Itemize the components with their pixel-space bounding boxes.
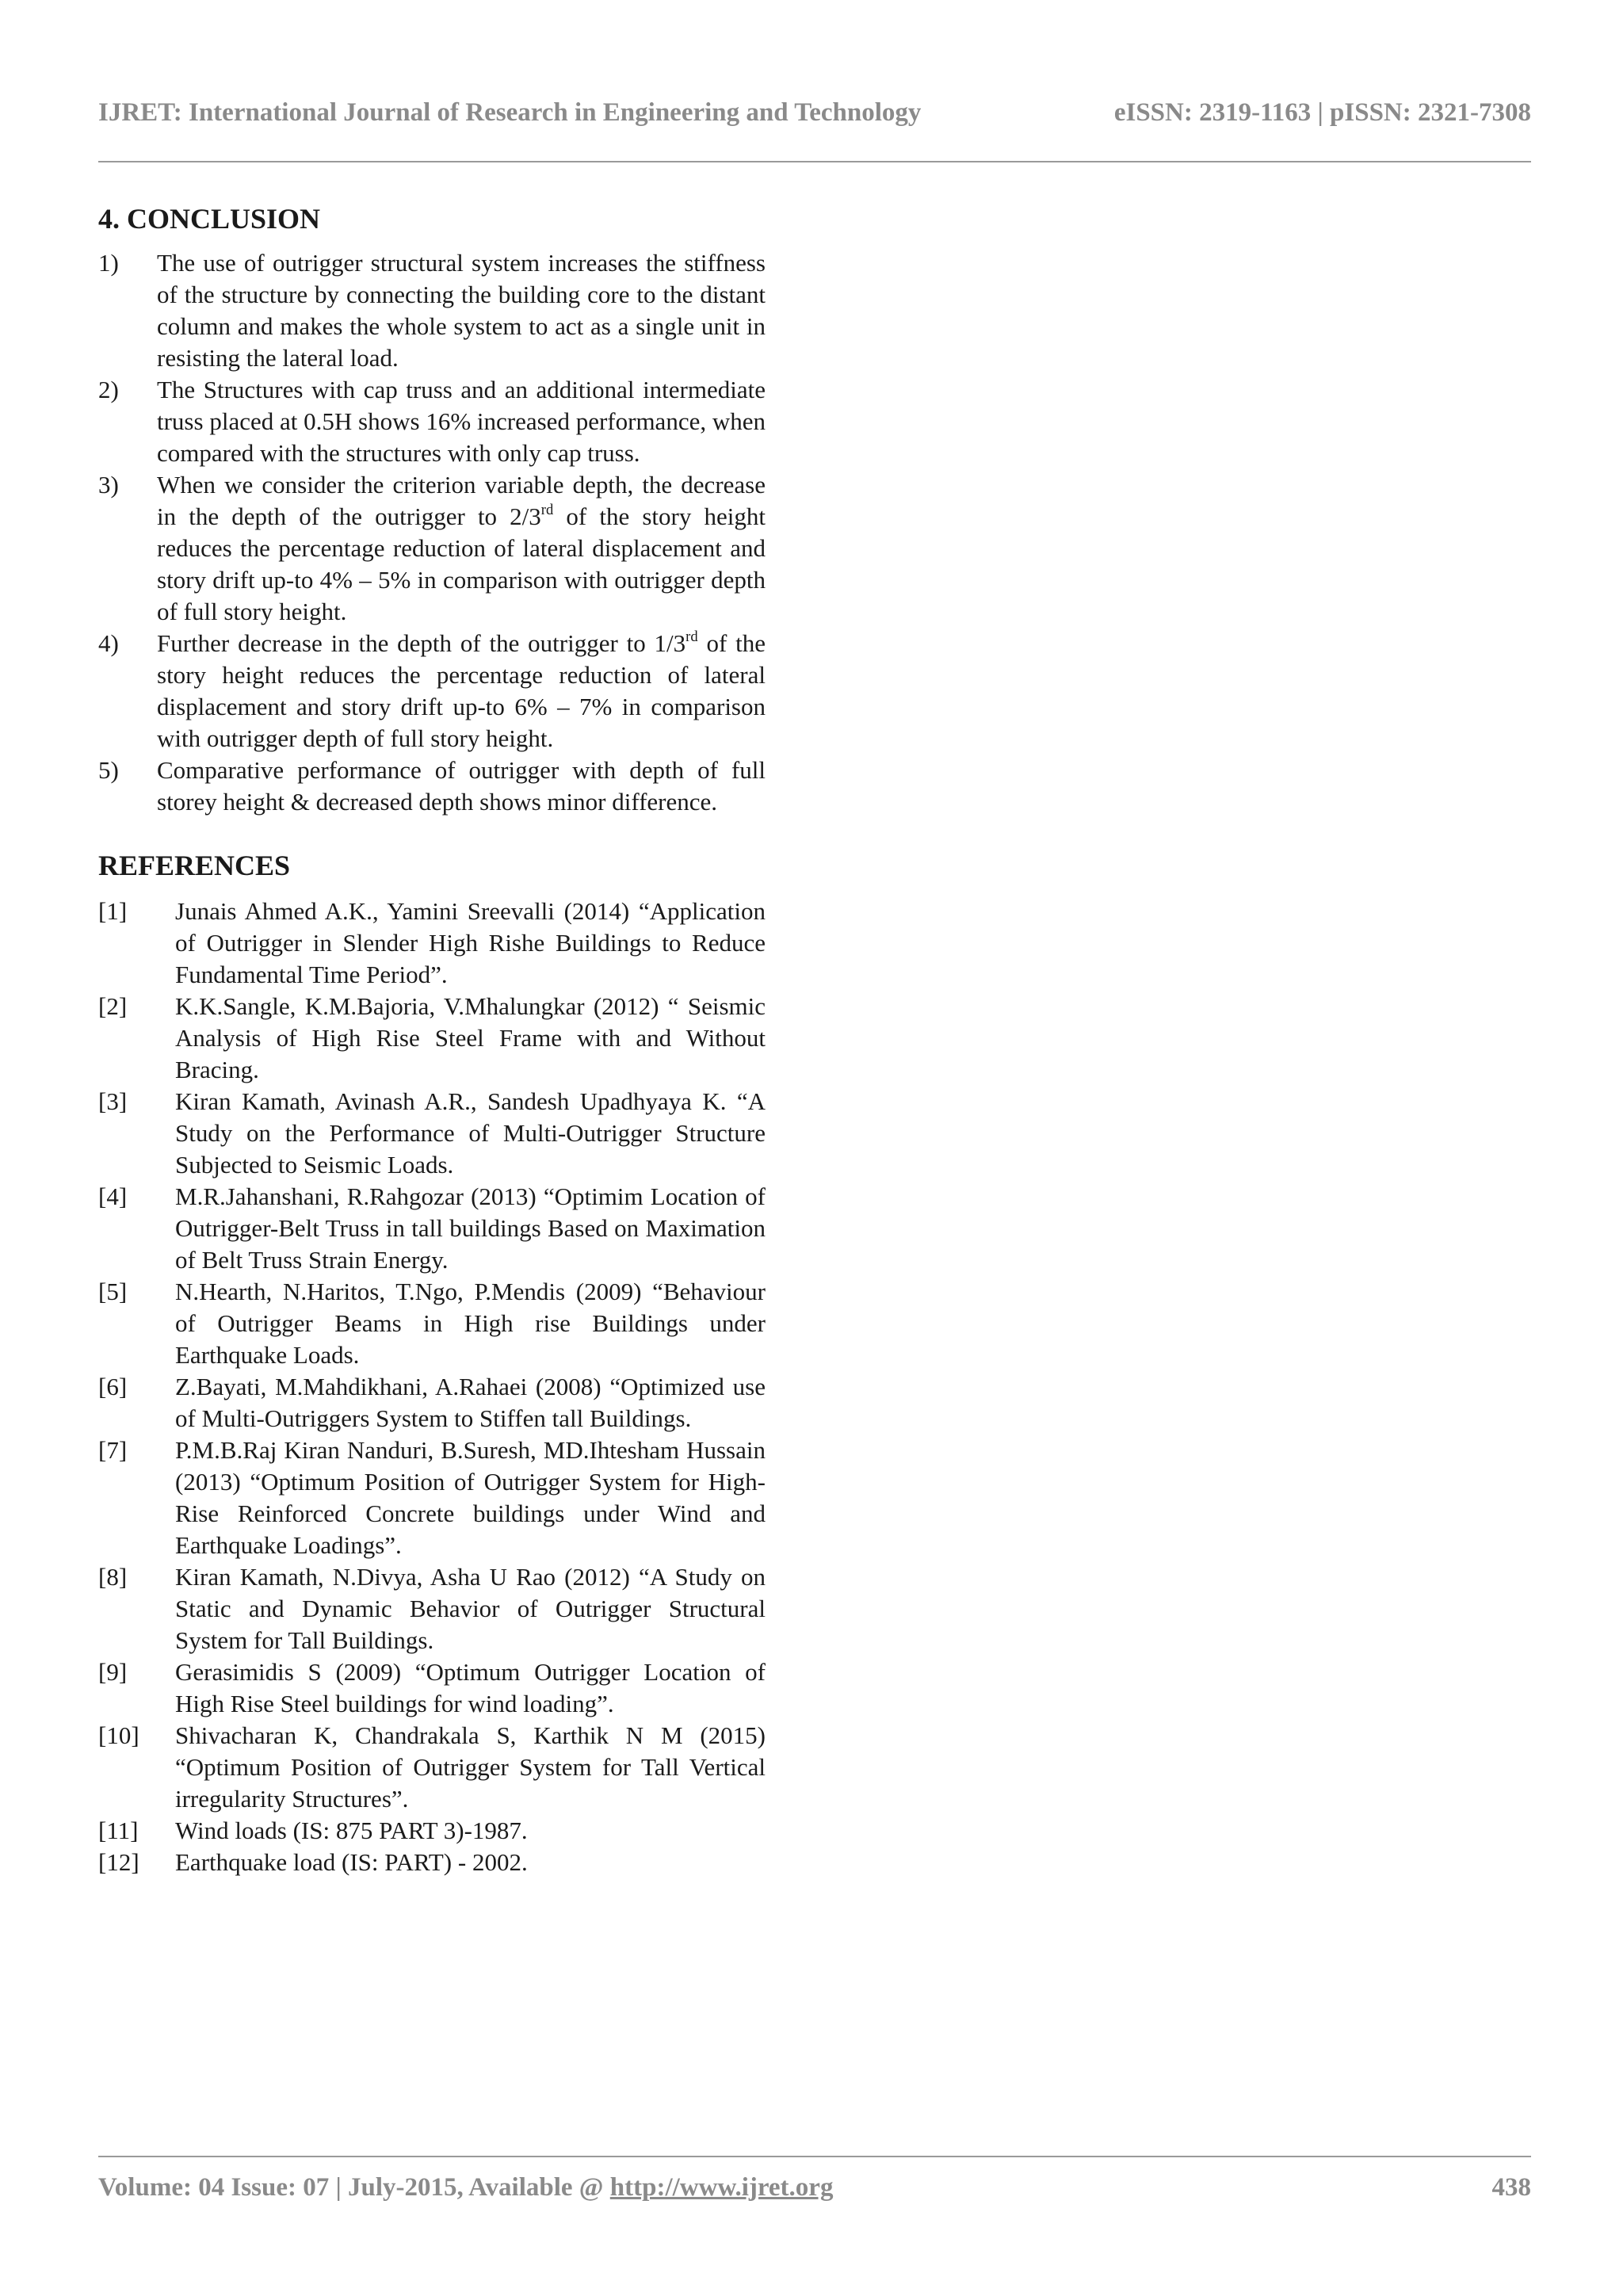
reference-text: Z.Bayati, M.Mahdikhani, A.Rahaei (2008) “Optimized use of Multi-Outriggers System to Stiffen tall Buildings. <box>175 1373 766 1432</box>
reference-item <box>98 1276 766 1371</box>
item-number: 2) <box>98 376 119 403</box>
reference-item <box>98 1720 766 1815</box>
reference-number: [11] <box>98 1817 139 1844</box>
reference-text: Junais Ahmed A.K., Yamini Sreevalli (2014) “Application of Outrigger in Slender High Rishe Buildings to Reduce Fundamental Time Period”. <box>175 897 766 988</box>
list-item <box>98 755 766 818</box>
reference-number: [12] <box>98 1848 139 1876</box>
reference-text: Kiran Kamath, N.Divya, Asha U Rao (2012) “A Study on Static and Dynamic Behavior of Outrigger Structural System for Tall Buildings. <box>175 1563 766 1654</box>
reference-number: [9] <box>98 1658 128 1686</box>
reference-text: M.R.Jahanshani, R.Rahgozar (2013) “Optimim Location of Outrigger-Belt Truss in tall buildings Based on Maximation of Belt Truss Strain Energy. <box>175 1182 766 1274</box>
reference-item <box>98 1371 766 1435</box>
item-text: The use of outrigger structural system increases the stiffness of the structure by connecting the building core to the distant column and makes the whole system to act as a single unit in resisting the lateral load. <box>157 249 766 372</box>
item-text-part: When we consider the criterion variable depth, the decrease in the depth of the outrigger to 2/3 <box>157 471 766 530</box>
item-text-part: of the story height reduces the percentage reduction of lateral displacement and story drift up-to 6% – 7% in comparison with outrigger depth of full story height. <box>157 629 766 752</box>
reference-item <box>98 1656 766 1720</box>
reference-number: [3] <box>98 1087 128 1115</box>
item-text: Comparative performance of outrigger with depth of full storey height & decreased depth shows minor difference. <box>157 756 766 816</box>
reference-item <box>98 1561 766 1656</box>
item-text-part: Further decrease in the depth of the outrigger to 1/3 <box>157 629 686 657</box>
reference-number: [5] <box>98 1278 128 1305</box>
reference-number: [10] <box>98 1721 139 1749</box>
journal-link[interactable]: http://www.ijret.org <box>609 2173 834 2202</box>
references-list <box>98 896 766 1878</box>
item-text-part: of the story height reduces the percentage reduction of lateral displacement and story drift up-to 4% – 5% in comparison with outrigger depth of full story height. <box>157 502 766 625</box>
issn-info: eISSN: 2319-1163 | pISSN: 2321-7308 <box>1113 98 1531 127</box>
reference-number: [8] <box>98 1563 128 1591</box>
conclusion-heading: 4. CONCLUSION <box>98 203 321 235</box>
item-number: 1) <box>98 249 119 277</box>
item-number: 4) <box>98 629 119 657</box>
journal-title: IJRET: International Journal of Research in Engineering and Technology <box>98 98 922 127</box>
reference-text: Shivacharan K, Chandrakala S, Karthik N M (2015) “Optimum Position of Outrigger System for Tall Vertical irregularity Structures”. <box>175 1721 766 1813</box>
item-number: 3) <box>98 471 119 499</box>
list-item <box>98 247 766 374</box>
ordinal-superscript: rd <box>540 501 554 518</box>
reference-item <box>98 1086 766 1181</box>
reference-text: Gerasimidis S (2009) “Optimum Outrigger Location of High Rise Steel buildings for wind loading”. <box>175 1658 766 1717</box>
reference-number: [2] <box>98 992 128 1020</box>
item-text <box>157 628 766 755</box>
reference-text: Earthquake load (IS: PART) - 2002. <box>175 1848 528 1876</box>
reference-number: [4] <box>98 1182 128 1210</box>
reference-item <box>98 991 766 1086</box>
header-rule <box>98 161 1531 162</box>
reference-number: [7] <box>98 1436 128 1464</box>
reference-item <box>98 896 766 991</box>
list-item <box>98 469 766 628</box>
item-number: 5) <box>98 756 119 784</box>
list-item <box>98 374 766 469</box>
volume-info <box>98 2173 833 2202</box>
reference-text: N.Hearth, N.Haritos, T.Ngo, P.Mendis (2009) “Behaviour of Outrigger Beams in High rise Buildings under Earthquake Loads. <box>175 1278 766 1369</box>
list-item <box>98 628 766 755</box>
footer-rule <box>98 2156 1531 2157</box>
reference-text: K.K.Sangle, K.M.Bajoria, V.Mhalungkar (2012) “ Seismic Analysis of High Rise Steel Frame with and Without Bracing. <box>175 992 766 1083</box>
page-number: 438 <box>1491 2173 1531 2202</box>
left-column <box>98 201 766 1878</box>
ordinal-superscript: rd <box>685 628 698 645</box>
item-text <box>157 469 766 628</box>
reference-text: Kiran Kamath, Avinash A.R., Sandesh Upadhyaya K. “A Study on the Performance of Multi-Outrigger Structure Subjected to Seismic Loads. <box>175 1087 766 1179</box>
reference-item <box>98 1181 766 1276</box>
reference-item <box>98 1435 766 1561</box>
reference-item <box>98 1815 766 1847</box>
references-heading: REFERENCES <box>98 850 291 881</box>
reference-item <box>98 1847 766 1878</box>
volume-text: Volume: 04 Issue: 07 | July-2015, Available @ <box>98 2173 610 2202</box>
reference-number: [6] <box>98 1373 128 1400</box>
reference-text: Wind loads (IS: 875 PART 3)-1987. <box>175 1817 528 1844</box>
reference-number: [1] <box>98 897 128 925</box>
reference-text: P.M.B.Raj Kiran Nanduri, B.Suresh, MD.Ihtesham Hussain (2013) “Optimum Position of Outrigger System for High-Rise Reinforced Concrete buildings under Wind and Earthquake Loadings”. <box>175 1436 766 1559</box>
conclusion-list <box>98 247 766 818</box>
item-text: The Structures with cap truss and an additional intermediate truss placed at 0.5H shows 16% increased performance, when compared with the structures with only cap truss. <box>157 376 766 467</box>
